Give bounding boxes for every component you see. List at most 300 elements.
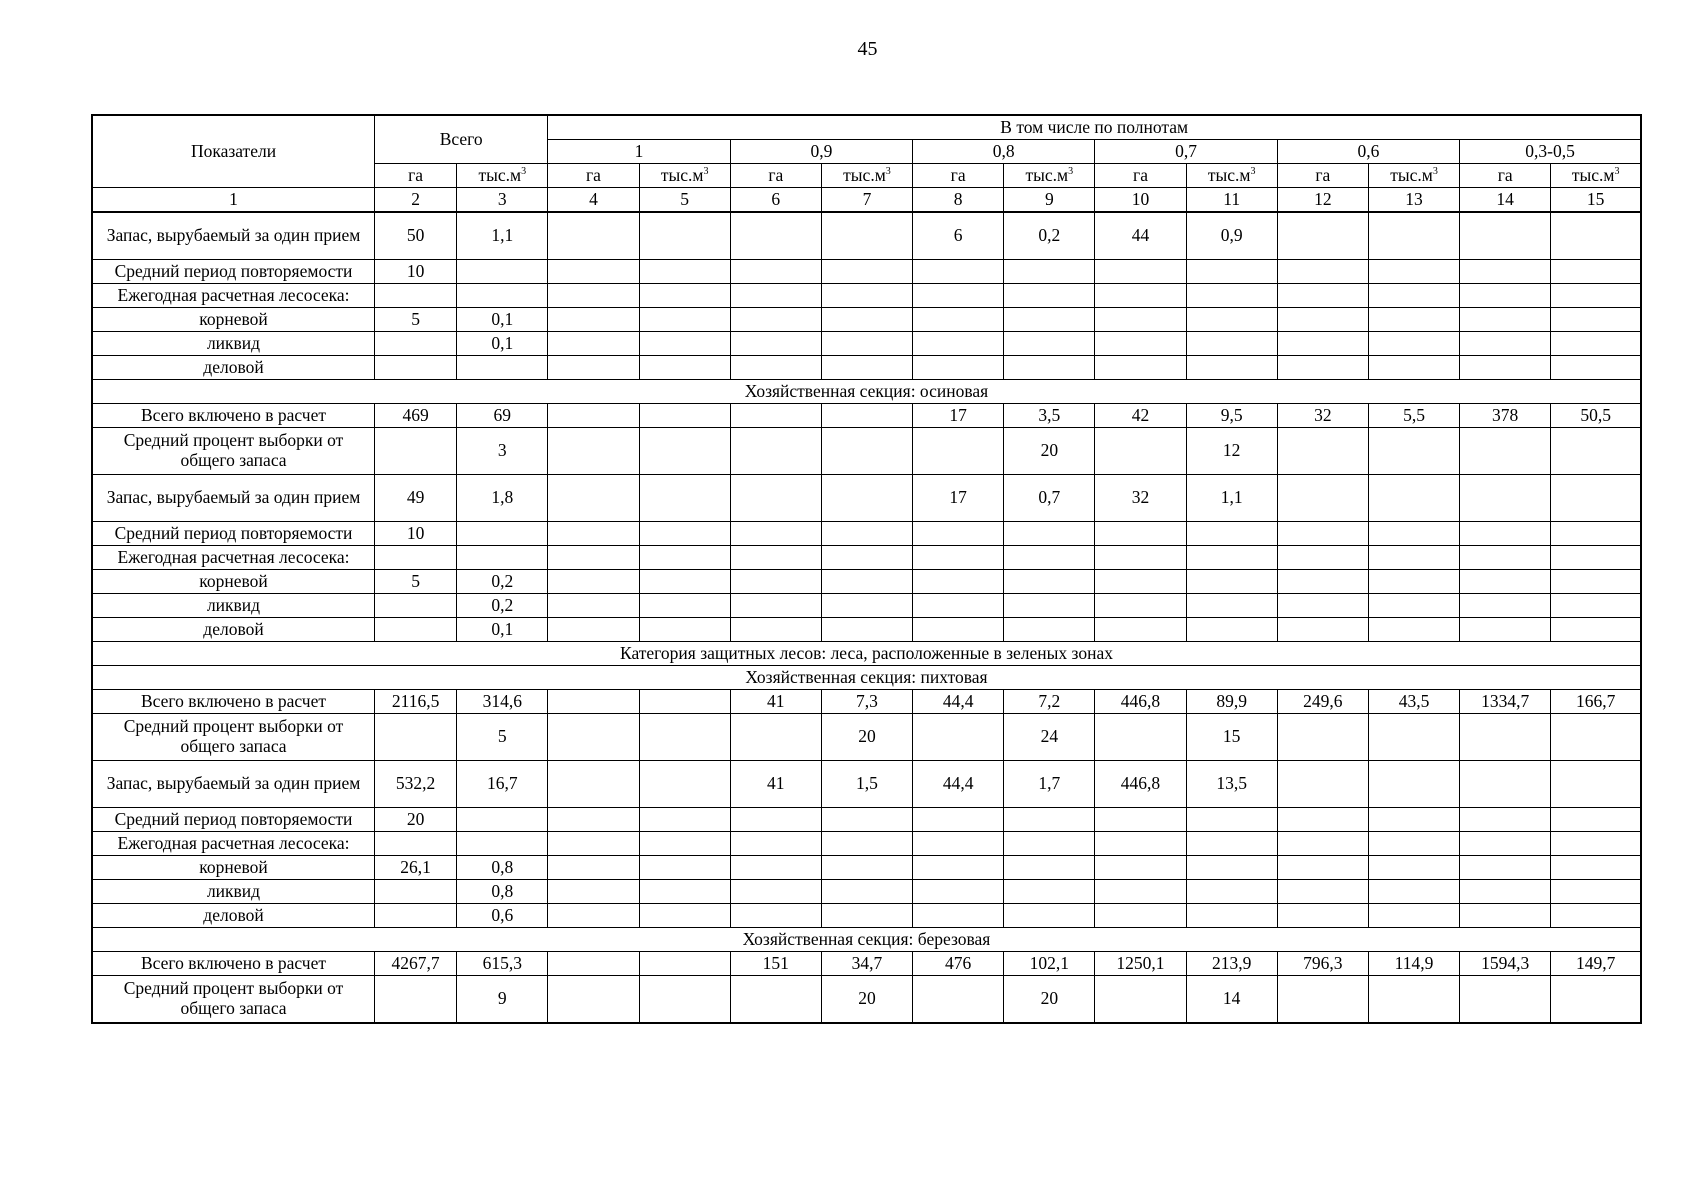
- column-number: 9: [1004, 188, 1095, 213]
- table-cell: [913, 522, 1004, 546]
- table-cell: [821, 594, 912, 618]
- table-cell: [548, 212, 639, 260]
- row-label: Средний период повторяемости: [92, 808, 375, 832]
- table-cell: [1095, 714, 1186, 761]
- section-title: Хозяйственная секция: березовая: [92, 928, 1641, 952]
- table-row: [92, 690, 1641, 714]
- table-cell: 0,6: [457, 904, 548, 928]
- table-cell: [1277, 618, 1368, 642]
- table-cell: 1,1: [1186, 475, 1277, 522]
- table-cell: [1460, 522, 1551, 546]
- table-cell: [1551, 832, 1641, 856]
- table-cell: 1,8: [457, 475, 548, 522]
- header-density: 0,8: [913, 140, 1095, 164]
- table-cell: 5,5: [1368, 404, 1459, 428]
- table-cell: [375, 428, 457, 475]
- table-cell: [548, 332, 639, 356]
- table-cell: [1551, 976, 1641, 1024]
- table-cell: [639, 522, 730, 546]
- table-cell: 9,5: [1186, 404, 1277, 428]
- table-cell: [1460, 761, 1551, 808]
- header-density: 0,9: [730, 140, 912, 164]
- table-cell: [1460, 308, 1551, 332]
- table-cell: [1277, 332, 1368, 356]
- table-cell: [457, 546, 548, 570]
- table-cell: 13,5: [1186, 761, 1277, 808]
- unit-volume-exponent: 3: [1432, 165, 1438, 177]
- header-density: 0,3-0,5: [1460, 140, 1641, 164]
- table-cell: 615,3: [457, 952, 548, 976]
- table-cell: [1368, 761, 1459, 808]
- table-cell: [1460, 332, 1551, 356]
- table-cell: [821, 546, 912, 570]
- table-row: [92, 356, 1641, 380]
- table-cell: [548, 761, 639, 808]
- table-cell: [913, 808, 1004, 832]
- table-cell: [1186, 904, 1277, 928]
- section-title: Хозяйственная секция: пихтовая: [92, 666, 1641, 690]
- column-number: 4: [548, 188, 639, 213]
- table-cell: [1277, 212, 1368, 260]
- table-cell: 476: [913, 952, 1004, 976]
- table-cell: [639, 404, 730, 428]
- table-cell: [457, 832, 548, 856]
- table-cell: [1095, 904, 1186, 928]
- table-row: [92, 714, 1641, 761]
- table-cell: 16,7: [457, 761, 548, 808]
- table-cell: [821, 356, 912, 380]
- table-cell: 50: [375, 212, 457, 260]
- table-cell: 32: [1277, 404, 1368, 428]
- table-cell: [1186, 260, 1277, 284]
- column-number: 1: [92, 188, 375, 213]
- table-cell: [1277, 976, 1368, 1024]
- table-cell: [639, 618, 730, 642]
- table-cell: [639, 284, 730, 308]
- table-cell: [1368, 522, 1459, 546]
- table-cell: [1095, 594, 1186, 618]
- table-cell: [821, 880, 912, 904]
- table-cell: [548, 356, 639, 380]
- table-cell: [821, 522, 912, 546]
- row-label: Средний процент выборки от общего запаса: [92, 714, 375, 761]
- table-cell: [1368, 212, 1459, 260]
- table-cell: 44,4: [913, 761, 1004, 808]
- unit-volume-exponent: 3: [1614, 165, 1620, 177]
- column-number: 7: [821, 188, 912, 213]
- table-cell: [1095, 832, 1186, 856]
- table-cell: [1277, 880, 1368, 904]
- table-cell: [821, 832, 912, 856]
- table-cell: [1460, 832, 1551, 856]
- table-cell: [1368, 832, 1459, 856]
- table-cell: [913, 332, 1004, 356]
- table-cell: 10: [375, 260, 457, 284]
- table-cell: [548, 284, 639, 308]
- table-cell: 446,8: [1095, 690, 1186, 714]
- column-number: 6: [730, 188, 821, 213]
- table-cell: [1551, 308, 1641, 332]
- table-cell: 49: [375, 475, 457, 522]
- table-cell: [730, 714, 821, 761]
- table-cell: [1004, 546, 1095, 570]
- table-cell: 0,2: [457, 594, 548, 618]
- column-number: 5: [639, 188, 730, 213]
- header-density: 0,6: [1277, 140, 1459, 164]
- table-cell: 20: [1004, 428, 1095, 475]
- table-cell: [548, 618, 639, 642]
- table-cell: [913, 428, 1004, 475]
- table-cell: [548, 880, 639, 904]
- table-cell: 0,1: [457, 308, 548, 332]
- table-cell: [375, 356, 457, 380]
- table-cell: [548, 428, 639, 475]
- table-cell: 43,5: [1368, 690, 1459, 714]
- table-cell: [639, 475, 730, 522]
- table-cell: [1551, 761, 1641, 808]
- table-cell: [913, 832, 1004, 856]
- table-cell: [1277, 904, 1368, 928]
- unit-area: га: [730, 164, 821, 188]
- table-cell: [1368, 428, 1459, 475]
- table-cell: 10: [375, 522, 457, 546]
- section-row: [92, 642, 1641, 666]
- table-cell: 151: [730, 952, 821, 976]
- table-cell: [548, 594, 639, 618]
- table-cell: [639, 714, 730, 761]
- table-row: [92, 570, 1641, 594]
- table-cell: [639, 976, 730, 1024]
- table-cell: [1095, 428, 1186, 475]
- table-cell: [913, 570, 1004, 594]
- unit-area: га: [913, 164, 1004, 188]
- table-cell: [1551, 714, 1641, 761]
- table-cell: 7,3: [821, 690, 912, 714]
- table-cell: [548, 404, 639, 428]
- table-cell: 446,8: [1095, 761, 1186, 808]
- table-row: [92, 976, 1641, 1024]
- unit-area: га: [375, 164, 457, 188]
- table-cell: [821, 212, 912, 260]
- table-cell: 0,1: [457, 332, 548, 356]
- unit-volume-text: тыс.м: [1207, 164, 1251, 185]
- table-row: [92, 594, 1641, 618]
- row-label: корневой: [92, 308, 375, 332]
- table-cell: [548, 904, 639, 928]
- table-cell: [1004, 356, 1095, 380]
- table-cell: [375, 284, 457, 308]
- table-cell: [1551, 332, 1641, 356]
- table-cell: [639, 808, 730, 832]
- table-cell: [821, 404, 912, 428]
- table-cell: 12: [1186, 428, 1277, 475]
- table-cell: [1186, 546, 1277, 570]
- table-cell: [1460, 714, 1551, 761]
- table-cell: 5: [375, 308, 457, 332]
- table-cell: [1368, 880, 1459, 904]
- table-cell: [457, 356, 548, 380]
- table-cell: 1250,1: [1095, 952, 1186, 976]
- table-cell: [1277, 475, 1368, 522]
- table-cell: [1551, 808, 1641, 832]
- table-cell: [1277, 761, 1368, 808]
- table-cell: [1277, 428, 1368, 475]
- table-cell: 4267,7: [375, 952, 457, 976]
- table-cell: [1551, 260, 1641, 284]
- table-cell: [375, 714, 457, 761]
- row-label: Средний процент выборки от общего запаса: [92, 976, 375, 1024]
- unit-area: га: [1277, 164, 1368, 188]
- table-cell: 0,1: [457, 618, 548, 642]
- table-row: [92, 212, 1641, 260]
- table-cell: [639, 832, 730, 856]
- table-cell: [913, 546, 1004, 570]
- row-label: Ежегодная расчетная лесосека:: [92, 546, 375, 570]
- section-title: Категория защитных лесов: леса, расположенные в зеленых зонах: [92, 642, 1641, 666]
- table-cell: [821, 808, 912, 832]
- table-cell: [730, 570, 821, 594]
- table-cell: [548, 690, 639, 714]
- table-cell: [1460, 356, 1551, 380]
- column-number: 15: [1551, 188, 1641, 213]
- table-cell: [1004, 856, 1095, 880]
- table-cell: [1277, 260, 1368, 284]
- table-cell: [1460, 618, 1551, 642]
- table-cell: [1095, 880, 1186, 904]
- table-cell: [375, 332, 457, 356]
- table-row: [92, 904, 1641, 928]
- table-cell: [1004, 284, 1095, 308]
- row-label: деловой: [92, 904, 375, 928]
- table-cell: [730, 404, 821, 428]
- table-cell: 3: [457, 428, 548, 475]
- table-cell: [1368, 475, 1459, 522]
- table-cell: [1277, 546, 1368, 570]
- table-cell: [1095, 332, 1186, 356]
- table-cell: [548, 714, 639, 761]
- table-cell: 17: [913, 475, 1004, 522]
- table-cell: 5: [375, 570, 457, 594]
- table-cell: [821, 428, 912, 475]
- row-label: Средний процент выборки от общего запаса: [92, 428, 375, 475]
- table-cell: 69: [457, 404, 548, 428]
- table-cell: [1460, 570, 1551, 594]
- unit-volume-text: тыс.м: [660, 164, 704, 185]
- table-cell: [1460, 212, 1551, 260]
- table-cell: 44: [1095, 212, 1186, 260]
- page-number: 45: [857, 38, 878, 60]
- table-cell: [913, 308, 1004, 332]
- table-cell: [1368, 332, 1459, 356]
- table-cell: [1186, 832, 1277, 856]
- table-cell: [1186, 856, 1277, 880]
- column-number: 10: [1095, 188, 1186, 213]
- table-cell: [1368, 618, 1459, 642]
- table-cell: [1368, 714, 1459, 761]
- table-cell: [1368, 356, 1459, 380]
- table-cell: [1277, 808, 1368, 832]
- header-indicator: Показатели: [92, 115, 375, 188]
- table-cell: [548, 570, 639, 594]
- table-row: [92, 808, 1641, 832]
- table-cell: [639, 570, 730, 594]
- table-cell: [730, 428, 821, 475]
- table-cell: [730, 308, 821, 332]
- table-cell: 14: [1186, 976, 1277, 1024]
- table-cell: [548, 522, 639, 546]
- table-cell: 149,7: [1551, 952, 1641, 976]
- table-cell: 102,1: [1004, 952, 1095, 976]
- table-cell: [730, 284, 821, 308]
- table-cell: [730, 904, 821, 928]
- table-cell: [913, 880, 1004, 904]
- table-cell: 796,3: [1277, 952, 1368, 976]
- table-cell: 314,6: [457, 690, 548, 714]
- table-row: [92, 546, 1641, 570]
- header-density: 1: [548, 140, 730, 164]
- table-cell: [1095, 856, 1186, 880]
- table-cell: [1551, 284, 1641, 308]
- table-cell: [1095, 618, 1186, 642]
- table-cell: [821, 475, 912, 522]
- row-label: деловой: [92, 618, 375, 642]
- table-cell: [639, 761, 730, 808]
- section-row: [92, 666, 1641, 690]
- column-number: 2: [375, 188, 457, 213]
- table-cell: [639, 880, 730, 904]
- table-cell: [1551, 522, 1641, 546]
- table-cell: [821, 618, 912, 642]
- table-cell: [730, 880, 821, 904]
- table-cell: 20: [375, 808, 457, 832]
- table-cell: [1277, 284, 1368, 308]
- table-cell: 89,9: [1186, 690, 1277, 714]
- table-cell: [913, 594, 1004, 618]
- row-label: Ежегодная расчетная лесосека:: [92, 284, 375, 308]
- table-cell: [1004, 570, 1095, 594]
- table-cell: [375, 832, 457, 856]
- table-cell: [1551, 546, 1641, 570]
- table-cell: 9: [457, 976, 548, 1024]
- table-cell: [730, 856, 821, 880]
- table-cell: [548, 308, 639, 332]
- table-cell: [639, 260, 730, 284]
- column-number: 14: [1460, 188, 1551, 213]
- table-cell: 213,9: [1186, 952, 1277, 976]
- table-cell: [1186, 308, 1277, 332]
- table-cell: 32: [1095, 475, 1186, 522]
- unit-volume-text: тыс.м: [1571, 164, 1615, 185]
- unit-volume-text: тыс.м: [1390, 164, 1433, 185]
- table-cell: [1368, 284, 1459, 308]
- table-cell: 44,4: [913, 690, 1004, 714]
- table-cell: [730, 260, 821, 284]
- table-cell: [1551, 475, 1641, 522]
- table-cell: 2116,5: [375, 690, 457, 714]
- table-cell: [548, 832, 639, 856]
- table-cell: [375, 594, 457, 618]
- table-cell: [1460, 546, 1551, 570]
- table-cell: [913, 976, 1004, 1024]
- table-cell: [1368, 570, 1459, 594]
- table-cell: [1095, 284, 1186, 308]
- table-cell: [1095, 808, 1186, 832]
- row-label: корневой: [92, 856, 375, 880]
- table-cell: [548, 856, 639, 880]
- table-cell: [1186, 356, 1277, 380]
- column-number: 11: [1186, 188, 1277, 213]
- table-cell: 469: [375, 404, 457, 428]
- table-cell: [1277, 570, 1368, 594]
- table-row: [92, 284, 1641, 308]
- table-cell: [913, 714, 1004, 761]
- table-cell: [730, 618, 821, 642]
- table-cell: 42: [1095, 404, 1186, 428]
- table-cell: 7,2: [1004, 690, 1095, 714]
- table-cell: [730, 594, 821, 618]
- table-cell: [1460, 594, 1551, 618]
- table-cell: [730, 976, 821, 1024]
- table-row: [92, 404, 1641, 428]
- row-label: деловой: [92, 356, 375, 380]
- table-cell: [457, 522, 548, 546]
- table-cell: 20: [1004, 976, 1095, 1024]
- table-cell: [1277, 356, 1368, 380]
- table-cell: [730, 832, 821, 856]
- table-cell: [1277, 522, 1368, 546]
- table-cell: [548, 475, 639, 522]
- table-cell: 0,8: [457, 880, 548, 904]
- table-cell: [375, 976, 457, 1024]
- table-row: [92, 832, 1641, 856]
- table-cell: [639, 428, 730, 475]
- table-cell: [1095, 570, 1186, 594]
- unit-area: га: [1460, 164, 1551, 188]
- unit-volume-exponent: 3: [1068, 165, 1074, 177]
- table-cell: 249,6: [1277, 690, 1368, 714]
- table-cell: [821, 856, 912, 880]
- table-row: [92, 332, 1641, 356]
- table-cell: [1004, 594, 1095, 618]
- table-cell: 0,2: [1004, 212, 1095, 260]
- table-cell: [548, 808, 639, 832]
- row-label: ликвид: [92, 594, 375, 618]
- unit-volume-text: тыс.м: [1025, 164, 1069, 185]
- table-cell: [1551, 594, 1641, 618]
- table-cell: [1095, 546, 1186, 570]
- row-label: Средний период повторяемости: [92, 522, 375, 546]
- table-cell: [1277, 832, 1368, 856]
- table-cell: [821, 332, 912, 356]
- table-cell: [821, 284, 912, 308]
- table-cell: 0,8: [457, 856, 548, 880]
- table-cell: [1368, 546, 1459, 570]
- table-cell: [639, 308, 730, 332]
- table-cell: [548, 952, 639, 976]
- table-cell: [1004, 522, 1095, 546]
- table-cell: [1551, 880, 1641, 904]
- table-row: [92, 428, 1641, 475]
- table-cell: [1004, 904, 1095, 928]
- table-cell: [375, 904, 457, 928]
- unit-volume-text: тыс.м: [478, 164, 522, 185]
- table-cell: 41: [730, 761, 821, 808]
- unit-volume-text: тыс.м: [843, 164, 886, 185]
- unit-volume: [1551, 164, 1641, 188]
- column-number: 8: [913, 188, 1004, 213]
- table-cell: [1551, 356, 1641, 380]
- table-cell: 378: [1460, 404, 1551, 428]
